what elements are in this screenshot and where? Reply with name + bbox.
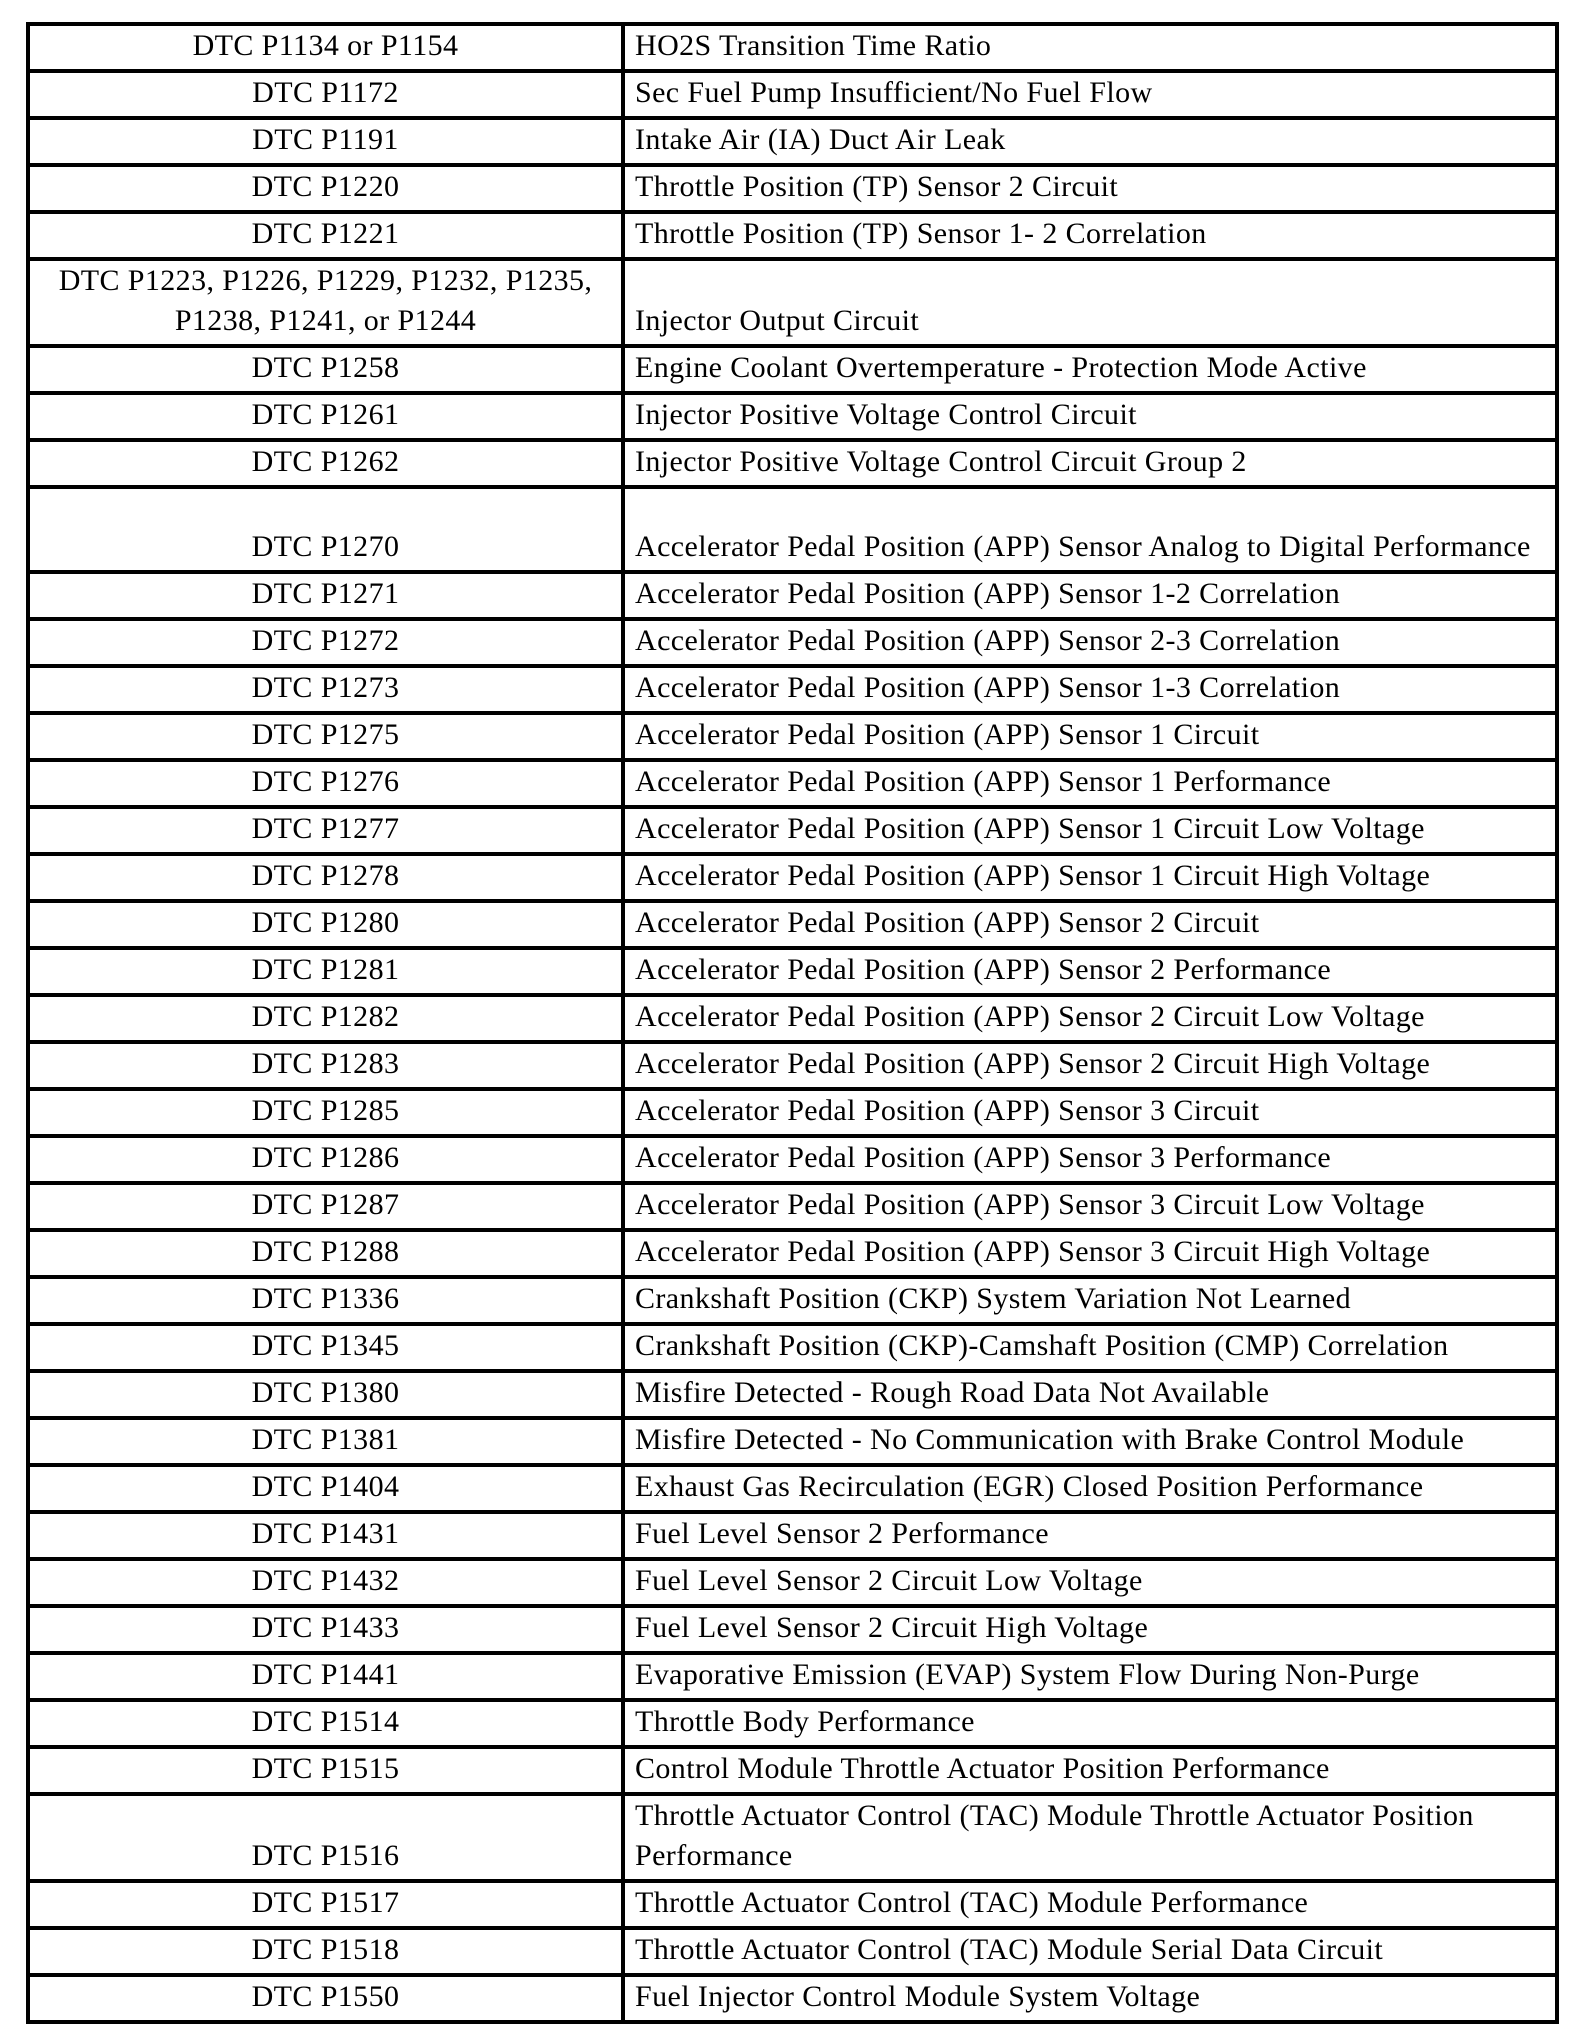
dtc-table xyxy=(26,22,1559,2024)
dtc-code-cell: DTC P1345 xyxy=(28,1324,623,1371)
dtc-description-cell: Accelerator Pedal Position (APP) Sensor 3 Performance xyxy=(623,1136,1557,1183)
table-row xyxy=(28,393,1557,440)
dtc-code-cell: DTC P1276 xyxy=(28,760,623,807)
dtc-description-cell: Evaporative Emission (EVAP) System Flow During Non-Purge xyxy=(623,1653,1557,1700)
dtc-description-cell: Injector Positive Voltage Control Circuit xyxy=(623,393,1557,440)
table-row xyxy=(28,619,1557,666)
table-row xyxy=(28,995,1557,1042)
dtc-description-cell: Fuel Level Sensor 2 Circuit Low Voltage xyxy=(623,1559,1557,1606)
dtc-code-cell: DTC P1277 xyxy=(28,807,623,854)
dtc-code-cell: DTC P1283 xyxy=(28,1042,623,1089)
dtc-code-cell: DTC P1272 xyxy=(28,619,623,666)
dtc-description-cell: Accelerator Pedal Position (APP) Sensor 2 Circuit High Voltage xyxy=(623,1042,1557,1089)
table-row xyxy=(28,118,1557,165)
dtc-description-cell: Accelerator Pedal Position (APP) Sensor 2-3 Correlation xyxy=(623,619,1557,666)
dtc-description-cell: Control Module Throttle Actuator Position Performance xyxy=(623,1747,1557,1794)
dtc-description-cell: Fuel Injector Control Module System Voltage xyxy=(623,1975,1557,2022)
table-row xyxy=(28,487,1557,572)
table-row xyxy=(28,807,1557,854)
dtc-description-cell: Accelerator Pedal Position (APP) Sensor 3 Circuit Low Voltage xyxy=(623,1183,1557,1230)
dtc-code-cell: DTC P1282 xyxy=(28,995,623,1042)
dtc-description-cell: Accelerator Pedal Position (APP) Sensor 2 Circuit Low Voltage xyxy=(623,995,1557,1042)
dtc-description-cell: Intake Air (IA) Duct Air Leak xyxy=(623,118,1557,165)
table-row xyxy=(28,1559,1557,1606)
table-row xyxy=(28,165,1557,212)
dtc-description-cell: Throttle Actuator Control (TAC) Module Serial Data Circuit xyxy=(623,1928,1557,1975)
dtc-description-cell: Throttle Body Performance xyxy=(623,1700,1557,1747)
dtc-description-cell: Accelerator Pedal Position (APP) Sensor 1 Circuit Low Voltage xyxy=(623,807,1557,854)
table-row xyxy=(28,760,1557,807)
dtc-code-cell: DTC P1431 xyxy=(28,1512,623,1559)
dtc-description-cell: Misfire Detected - Rough Road Data Not Available xyxy=(623,1371,1557,1418)
dtc-description-cell: Throttle Position (TP) Sensor 2 Circuit xyxy=(623,165,1557,212)
dtc-description-cell: Fuel Level Sensor 2 Circuit High Voltage xyxy=(623,1606,1557,1653)
dtc-description-cell: Crankshaft Position (CKP)-Camshaft Position (CMP) Correlation xyxy=(623,1324,1557,1371)
table-row xyxy=(28,1136,1557,1183)
dtc-description-cell: Accelerator Pedal Position (APP) Sensor 1-2 Correlation xyxy=(623,572,1557,619)
dtc-code-cell: DTC P1281 xyxy=(28,948,623,995)
table-row xyxy=(28,212,1557,259)
dtc-code-cell: DTC P1275 xyxy=(28,713,623,760)
dtc-description-cell: Throttle Actuator Control (TAC) Module Performance xyxy=(623,1881,1557,1928)
dtc-code-cell: DTC P1273 xyxy=(28,666,623,713)
dtc-code-cell: DTC P1287 xyxy=(28,1183,623,1230)
dtc-description-cell: Throttle Position (TP) Sensor 1- 2 Correlation xyxy=(623,212,1557,259)
dtc-code-cell: DTC P1288 xyxy=(28,1230,623,1277)
dtc-code-cell: DTC P1258 xyxy=(28,346,623,393)
table-row xyxy=(28,346,1557,393)
dtc-description-cell: Accelerator Pedal Position (APP) Sensor 1 Performance xyxy=(623,760,1557,807)
dtc-description-cell: Accelerator Pedal Position (APP) Sensor 3 Circuit High Voltage xyxy=(623,1230,1557,1277)
table-row xyxy=(28,1700,1557,1747)
table-row xyxy=(28,1606,1557,1653)
dtc-code-cell: DTC P1441 xyxy=(28,1653,623,1700)
dtc-code-cell: DTC P1517 xyxy=(28,1881,623,1928)
dtc-code-cell: DTC P1518 xyxy=(28,1928,623,1975)
table-row xyxy=(28,1881,1557,1928)
dtc-code-cell: DTC P1516 xyxy=(28,1794,623,1881)
table-row xyxy=(28,1975,1557,2022)
dtc-description-cell: Accelerator Pedal Position (APP) Sensor 2 Performance xyxy=(623,948,1557,995)
table-row xyxy=(28,259,1557,346)
dtc-code-cell: DTC P1278 xyxy=(28,854,623,901)
dtc-description-cell: HO2S Transition Time Ratio xyxy=(623,24,1557,71)
dtc-code-cell: DTC P1432 xyxy=(28,1559,623,1606)
dtc-code-cell: DTC P1261 xyxy=(28,393,623,440)
dtc-code-cell: DTC P1134 or P1154 xyxy=(28,24,623,71)
dtc-code-cell: DTC P1262 xyxy=(28,440,623,487)
dtc-description-cell: Accelerator Pedal Position (APP) Sensor 1 Circuit xyxy=(623,713,1557,760)
table-row xyxy=(28,1653,1557,1700)
table-row xyxy=(28,901,1557,948)
dtc-description-cell: Injector Output Circuit xyxy=(623,259,1557,346)
dtc-description-cell: Sec Fuel Pump Insufficient/No Fuel Flow xyxy=(623,71,1557,118)
table-row xyxy=(28,713,1557,760)
table-row xyxy=(28,572,1557,619)
table-row xyxy=(28,1183,1557,1230)
dtc-code-cell: DTC P1220 xyxy=(28,165,623,212)
table-row xyxy=(28,1747,1557,1794)
table-row xyxy=(28,1042,1557,1089)
table-row xyxy=(28,71,1557,118)
dtc-code-cell: DTC P1270 xyxy=(28,487,623,572)
dtc-description-cell: Accelerator Pedal Position (APP) Sensor 1 Circuit High Voltage xyxy=(623,854,1557,901)
table-row xyxy=(28,1089,1557,1136)
dtc-description-cell: Exhaust Gas Recirculation (EGR) Closed Position Performance xyxy=(623,1465,1557,1512)
dtc-code-cell: DTC P1223, P1226, P1229, P1232, P1235, P1238, P1241, or P1244 xyxy=(28,259,623,346)
dtc-description-cell: Accelerator Pedal Position (APP) Sensor 3 Circuit xyxy=(623,1089,1557,1136)
dtc-code-cell: DTC P1271 xyxy=(28,572,623,619)
table-row xyxy=(28,1324,1557,1371)
table-row xyxy=(28,1512,1557,1559)
dtc-description-cell: Misfire Detected - No Communication with Brake Control Module xyxy=(623,1418,1557,1465)
dtc-code-cell: DTC P1280 xyxy=(28,901,623,948)
table-row xyxy=(28,854,1557,901)
table-row xyxy=(28,1794,1557,1881)
table-row xyxy=(28,1465,1557,1512)
dtc-code-cell: DTC P1191 xyxy=(28,118,623,165)
table-row xyxy=(28,1371,1557,1418)
table-row xyxy=(28,666,1557,713)
table-row xyxy=(28,948,1557,995)
dtc-table-body xyxy=(28,24,1557,2022)
table-row xyxy=(28,1277,1557,1324)
dtc-code-cell: DTC P1550 xyxy=(28,1975,623,2022)
dtc-code-cell: DTC P1285 xyxy=(28,1089,623,1136)
dtc-code-cell: DTC P1404 xyxy=(28,1465,623,1512)
dtc-code-cell: DTC P1336 xyxy=(28,1277,623,1324)
dtc-code-cell: DTC P1286 xyxy=(28,1136,623,1183)
dtc-code-cell: DTC P1172 xyxy=(28,71,623,118)
dtc-code-cell: DTC P1433 xyxy=(28,1606,623,1653)
dtc-description-cell: Fuel Level Sensor 2 Performance xyxy=(623,1512,1557,1559)
dtc-description-cell: Injector Positive Voltage Control Circuit Group 2 xyxy=(623,440,1557,487)
dtc-code-cell: DTC P1515 xyxy=(28,1747,623,1794)
dtc-code-cell: DTC P1221 xyxy=(28,212,623,259)
dtc-code-cell: DTC P1380 xyxy=(28,1371,623,1418)
table-row xyxy=(28,1418,1557,1465)
dtc-description-cell: Engine Coolant Overtemperature - Protection Mode Active xyxy=(623,346,1557,393)
dtc-description-cell: Accelerator Pedal Position (APP) Sensor Analog to Digital Performance xyxy=(623,487,1557,572)
dtc-description-cell: Crankshaft Position (CKP) System Variation Not Learned xyxy=(623,1277,1557,1324)
dtc-code-cell: DTC P1514 xyxy=(28,1700,623,1747)
table-row xyxy=(28,1230,1557,1277)
table-row xyxy=(28,440,1557,487)
dtc-description-cell: Accelerator Pedal Position (APP) Sensor 2 Circuit xyxy=(623,901,1557,948)
dtc-code-cell: DTC P1381 xyxy=(28,1418,623,1465)
table-row xyxy=(28,24,1557,71)
table-row xyxy=(28,1928,1557,1975)
dtc-description-cell: Throttle Actuator Control (TAC) Module Throttle Actuator Position Performance xyxy=(623,1794,1557,1881)
dtc-description-cell: Accelerator Pedal Position (APP) Sensor 1-3 Correlation xyxy=(623,666,1557,713)
